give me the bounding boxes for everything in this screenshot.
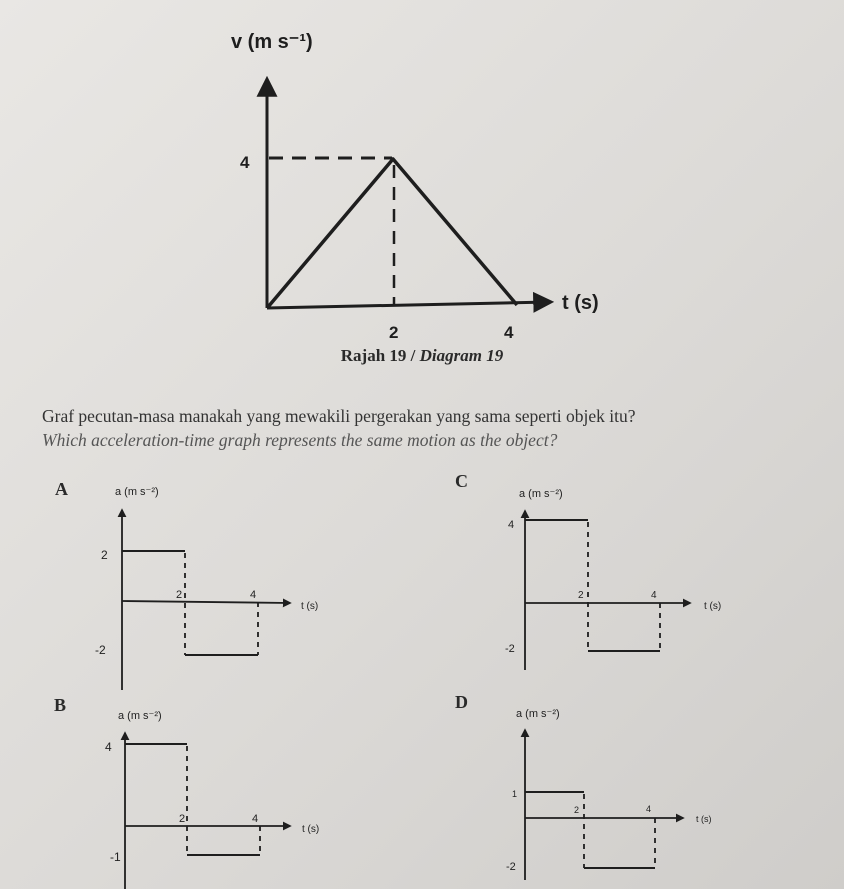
main-y-label: v (m s⁻¹): [231, 31, 313, 53]
main-x-label: t (s): [562, 292, 599, 314]
option-a-y-label: a (m s⁻²): [115, 486, 159, 498]
main-x-tick-4: 4: [504, 323, 514, 342]
option-d-neg-tick: -2: [506, 861, 516, 873]
option-a-pos-tick: 2: [101, 548, 108, 562]
option-c-t-tick-4: 4: [651, 590, 657, 601]
main-x-tick-2: 2: [389, 323, 399, 342]
option-b-neg-tick: -1: [110, 850, 121, 864]
option-d-pos-tick: 1: [512, 789, 518, 799]
option-c-letter[interactable]: C: [455, 471, 468, 491]
option-c-t-tick-2: 2: [578, 590, 584, 601]
option-d-letter[interactable]: D: [455, 692, 468, 712]
main-x-axis: [267, 302, 550, 308]
main-velocity-line: [268, 159, 517, 307]
option-b-y-label: a (m s⁻²): [118, 710, 162, 722]
option-a-x-label: t (s): [301, 601, 319, 612]
option-a-x-axis: [122, 601, 290, 603]
option-b-letter[interactable]: B: [54, 695, 67, 715]
option-d-x-label: t (s): [696, 814, 712, 824]
option-c-x-label: t (s): [704, 601, 722, 612]
option-b-t-tick-4: 4: [252, 813, 259, 825]
option-d-t-tick-2: 2: [574, 805, 580, 815]
option-a-letter[interactable]: A: [55, 479, 68, 499]
option-c-pos-tick: 4: [508, 519, 515, 531]
option-d-t-tick-4: 4: [646, 804, 652, 814]
diagram-caption: [0, 346, 844, 366]
option-a-t-tick-4: 4: [250, 589, 257, 601]
option-a-neg-tick: -2: [95, 643, 106, 657]
main-y-tick-4: 4: [240, 153, 250, 172]
caption-english: Diagram 19: [419, 346, 504, 365]
option-b-x-label: t (s): [302, 824, 320, 835]
option-d-graph: [506, 708, 712, 880]
option-c-y-label: a (m s⁻²): [519, 488, 563, 500]
option-b-t-tick-2: 2: [179, 813, 186, 825]
option-b-graph: [105, 710, 319, 889]
option-a-t-tick-2: 2: [176, 589, 183, 601]
option-b-pos-tick: 4: [105, 740, 112, 754]
caption-malay: Rajah 19 /: [340, 346, 420, 365]
option-c-graph: [505, 488, 721, 670]
question-malay: Graf pecutan-masa manakah yang mewakili pergerakan yang sama seperti objek itu?: [42, 406, 636, 426]
option-a-graph: [95, 486, 318, 690]
option-c-neg-tick: -2: [505, 643, 515, 655]
question-english: Which acceleration-time graph represents the same motion as the object?: [42, 430, 558, 450]
option-d-y-label: a (m s⁻²): [516, 708, 560, 720]
